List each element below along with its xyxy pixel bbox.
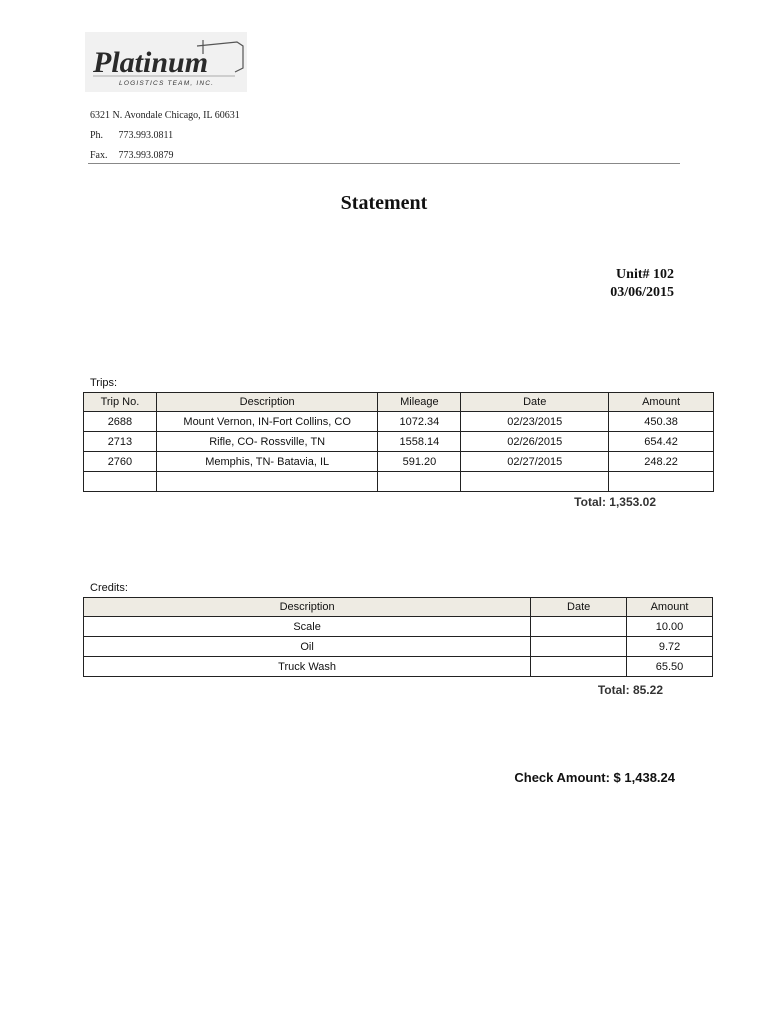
table-row	[84, 472, 714, 492]
unit-block	[610, 266, 674, 302]
credit-amount-cell: 65.50	[627, 657, 713, 677]
trip-amount-cell	[609, 472, 714, 492]
page-title: Statement	[340, 192, 428, 214]
trip-amount-cell: 248.22	[609, 452, 714, 472]
table-row	[84, 617, 713, 637]
trip-mileage-cell: 1558.14	[378, 432, 461, 452]
trip-date-cell: 02/27/2015	[461, 452, 609, 472]
trip-date-cell: 02/23/2015	[461, 412, 609, 432]
credits-header-description: Description	[84, 598, 531, 617]
trips-header-amount: Amount	[609, 393, 714, 412]
credit-description-cell: Truck Wash	[84, 657, 531, 677]
credit-date-cell	[531, 617, 627, 637]
phone-number: 773.993.0811	[118, 130, 174, 141]
company-fax	[90, 150, 174, 161]
table-row	[84, 637, 713, 657]
header-divider	[88, 163, 680, 164]
trip-mileage-cell	[378, 472, 461, 492]
credits-header-amount: Amount	[627, 598, 713, 617]
company-phone	[90, 130, 173, 141]
credit-description-cell: Oil	[84, 637, 531, 657]
trip-date-cell: 02/26/2015	[461, 432, 609, 452]
credit-date-cell	[531, 657, 627, 677]
company-logo	[85, 32, 247, 92]
trip-description-cell: Mount Vernon, IN-Fort Collins, CO	[156, 412, 378, 432]
unit-number: Unit# 102	[616, 267, 674, 282]
trips-table	[83, 392, 714, 492]
trips-header-description: Description	[156, 393, 378, 412]
table-row	[84, 412, 714, 432]
trips-header-mileage: Mileage	[378, 393, 461, 412]
credit-amount-cell: 9.72	[627, 637, 713, 657]
trips-total: Total: 1,353.02	[574, 495, 656, 509]
credits-total: Total: 85.22	[597, 683, 663, 697]
trip-date-cell	[461, 472, 609, 492]
credits-table	[83, 597, 713, 677]
table-row	[84, 432, 714, 452]
logo-wordmark: Platinum	[93, 46, 209, 79]
statement-date: 03/06/2015	[610, 285, 674, 300]
fax-label: Fax.	[90, 150, 108, 161]
trip-amount-cell: 450.38	[609, 412, 714, 432]
trip-no-cell: 2713	[84, 432, 157, 452]
trips-label: Trips:	[90, 377, 118, 389]
trips-header-trip-no: Trip No.	[84, 393, 157, 412]
trip-no-cell: 2688	[84, 412, 157, 432]
trip-description-cell: Memphis, TN- Batavia, IL	[156, 452, 378, 472]
trips-header-row	[84, 393, 714, 412]
credits-header-row	[84, 598, 713, 617]
check-amount: Check Amount: $ 1,438.24	[514, 770, 675, 785]
phone-label: Ph.	[90, 130, 104, 141]
credit-date-cell	[531, 637, 627, 657]
fax-number: 773.993.0879	[118, 150, 174, 161]
logo-tagline: LOGISTICS TEAM, INC.	[119, 80, 215, 87]
trip-no-cell	[84, 472, 157, 492]
trip-mileage-cell: 1072.34	[378, 412, 461, 432]
trips-header-date: Date	[461, 393, 609, 412]
table-row	[84, 657, 713, 677]
company-address: 6321 N. Avondale Chicago, IL 60631	[90, 110, 240, 121]
credit-description-cell: Scale	[84, 617, 531, 637]
trip-description-cell: Rifle, CO- Rossville, TN	[156, 432, 378, 452]
table-row	[84, 452, 714, 472]
trip-mileage-cell: 591.20	[378, 452, 461, 472]
trip-no-cell: 2760	[84, 452, 157, 472]
credits-header-date: Date	[531, 598, 627, 617]
trip-amount-cell: 654.42	[609, 432, 714, 452]
trip-description-cell	[156, 472, 378, 492]
credits-label: Credits:	[90, 582, 128, 594]
credit-amount-cell: 10.00	[627, 617, 713, 637]
